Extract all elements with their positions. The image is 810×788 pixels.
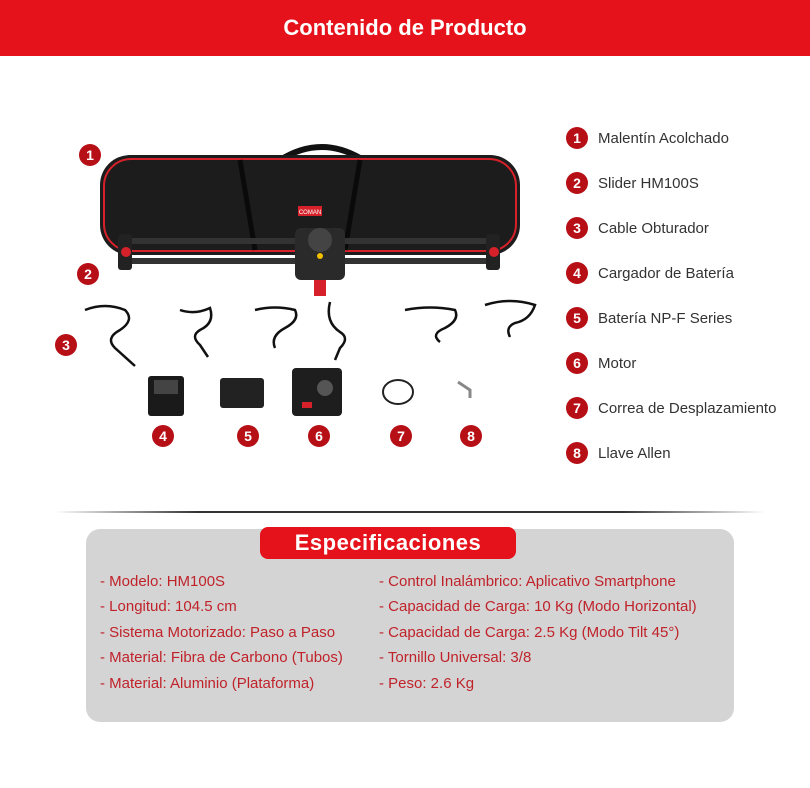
- legend-label: Correa de Desplazamiento: [598, 399, 777, 417]
- legend-item: [566, 306, 732, 330]
- spec-item: - Tornillo Universal: 3/8: [379, 649, 532, 666]
- legend-badge: 8: [566, 442, 588, 464]
- legend-badge: 7: [566, 397, 588, 419]
- image-badge-3: 3: [55, 334, 77, 356]
- product-image: [40, 130, 560, 480]
- svg-text:COMAN: COMAN: [298, 210, 322, 216]
- image-badge-4: 4: [152, 425, 174, 447]
- spec-item: - Longitud: 104.5 cm: [100, 598, 237, 615]
- spec-item: - Control Inalámbrico: Aplicativo Smartphone: [379, 573, 676, 590]
- image-badge-1: 1: [79, 144, 101, 166]
- legend-label: Batería NP-F Series: [598, 309, 733, 327]
- legend-label: Slider HM100S: [598, 174, 699, 192]
- legend-item: [566, 261, 734, 285]
- legend-item: [566, 216, 709, 240]
- image-badge-5: 5: [237, 425, 259, 447]
- legend-item: [566, 126, 729, 150]
- legend-label: Cable Obturador: [598, 219, 709, 237]
- image-badge-6: 6: [308, 425, 330, 447]
- image-badge-2: 2: [77, 263, 99, 285]
- page-header: [0, 0, 810, 56]
- battery-image: [220, 378, 264, 408]
- allen-key-image: [458, 382, 470, 398]
- spec-item: - Material: Fibra de Carbono (Tubos): [100, 649, 343, 666]
- belt-image: [383, 380, 413, 404]
- legend-label: Llave Allen: [598, 444, 671, 462]
- legend-badge: 5: [566, 307, 588, 329]
- legend-item: [566, 171, 699, 195]
- legend-item: [566, 441, 671, 465]
- legend-badge: 3: [566, 217, 588, 239]
- legend-item: [566, 396, 776, 420]
- legend-label: Motor: [598, 354, 637, 372]
- legend-badge: 1: [566, 127, 588, 149]
- spec-item: - Capacidad de Carga: 2.5 Kg (Modo Tilt 45°): [379, 624, 680, 641]
- image-badge-8: 8: [460, 425, 482, 447]
- legend-label: Cargador de Batería: [598, 264, 734, 282]
- legend-item: [566, 351, 636, 375]
- slider-image: [118, 228, 500, 296]
- spec-item: - Material: Aluminio (Plataforma): [100, 675, 315, 692]
- spec-item: - Sistema Motorizado: Paso a Paso: [100, 624, 336, 641]
- shutter-cables-image: [85, 301, 535, 366]
- legend-badge: 4: [566, 262, 588, 284]
- legend-badge: 2: [566, 172, 588, 194]
- legend-label: Malentín Acolchado: [598, 129, 729, 147]
- image-badge-7: 7: [390, 425, 412, 447]
- spec-item: - Modelo: HM100S: [100, 573, 226, 590]
- section-divider: [55, 511, 765, 513]
- spec-item: - Peso: 2.6 Kg: [379, 675, 475, 692]
- specs-title: Especificaciones: [294, 530, 482, 555]
- legend-badge: 6: [566, 352, 588, 374]
- specs-title-badge: [260, 527, 516, 559]
- page-title: Contenido de Producto: [283, 15, 527, 40]
- spec-item: - Capacidad de Carga: 10 Kg (Modo Horizontal): [379, 598, 697, 615]
- motor-image: [292, 368, 342, 416]
- charger-image: [148, 376, 184, 416]
